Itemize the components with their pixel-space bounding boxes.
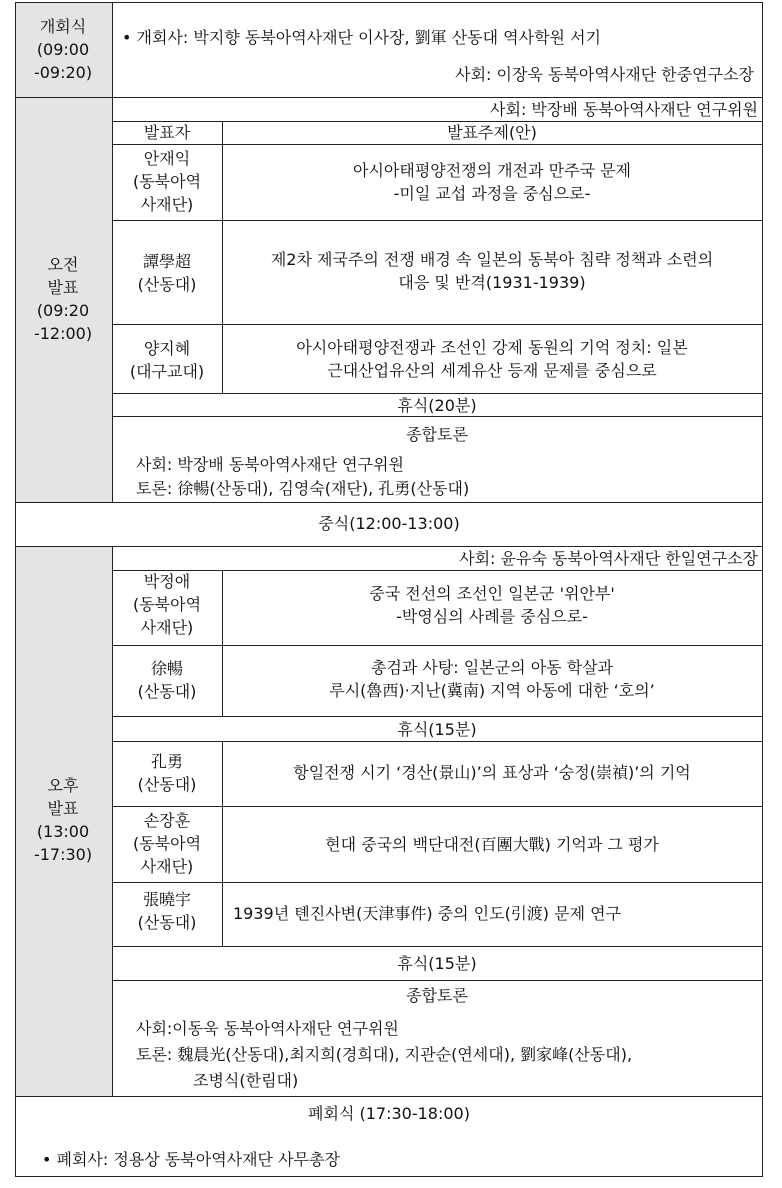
opening-address: • 개회사: 박지향 동북아역사재단 이사장, 劉軍 산동대 역사학원 서기 — [122, 28, 602, 47]
topic-cell: 항일전쟁 시기 ‘경산(景山)’의 표상과 ‘숭정(崇禎)’의 기억 — [293, 763, 691, 782]
morning-label: 오전 발표 (09:20 -12:00) — [33, 255, 93, 343]
topic-cell: 아시아태평양전쟁의 개전과 만주국 문제 -미일 교섭 과정을 중심으로- — [352, 161, 632, 203]
rule — [112, 946, 763, 947]
rule — [112, 741, 763, 742]
morning-discussion-panel: 토론: 徐暢(산동대), 김영숙(재단), 孔勇(산동대) — [136, 479, 470, 498]
opening-moderator: 사회: 이장욱 동북아역사재단 한중연구소장 — [455, 65, 754, 84]
topic-cell: 아시아태평양전쟁과 조선인 강제 동원의 기억 정치: 일본 근대산업유산의 세계유산 등재 문제를 중심으로 — [296, 338, 688, 380]
topic-cell: 제2차 제국주의 전쟁 배경 속 일본의 동북아 침략 정책과 소련의 대응 및 반격(1931-1939) — [270, 250, 714, 292]
presenter-cell: 손장훈 (동북아역 사재단) — [132, 811, 202, 876]
presenter-cell: 양지혜 (대구교대) — [129, 339, 205, 381]
afternoon-label: 오후 발표 (13:00 -17:30) — [33, 776, 93, 864]
lunch-break: 중식(12:00-13:00) — [318, 514, 460, 533]
morning-discussion-title: 종합토론 — [406, 425, 468, 444]
rule — [112, 980, 763, 981]
afternoon-discussion-panel-cont: 조병식(한림대) — [193, 1071, 299, 1090]
rule — [112, 121, 763, 122]
rule — [112, 546, 113, 1096]
rule — [15, 1176, 763, 1177]
presenter-cell: 譚學超 (산동대) — [137, 252, 197, 294]
opening-label: 개회식 (09:00 -09:20) — [33, 17, 93, 82]
rule — [112, 220, 763, 221]
presenter-cell: 張曉宇 (산동대) — [137, 890, 197, 932]
rule — [112, 570, 763, 571]
rule — [762, 2, 763, 1177]
presenter-cell: 안재익 (동북아역 사재단) — [132, 149, 202, 214]
rule — [222, 121, 223, 393]
rule — [222, 741, 223, 946]
presenter-cell: 孔勇 (산동대) — [137, 752, 197, 794]
afternoon-discussion-panel: 토론: 魏晨光(산동대),최지희(경희대), 지관순(연세대), 劉家峰(산동대), — [136, 1045, 633, 1064]
rule — [112, 806, 763, 807]
rule — [112, 324, 763, 325]
closing-title: 폐회식 (17:30-18:00) — [308, 1104, 470, 1123]
rule — [15, 502, 763, 503]
rule — [222, 570, 223, 716]
topic-cell: 중국 전선의 조선인 일본군 '위안부' -박영심의 사례를 중심으로- — [369, 584, 615, 626]
rule — [112, 144, 763, 145]
rule — [112, 645, 763, 646]
rule — [112, 882, 763, 883]
afternoon-break-1: 휴식(15분) — [397, 720, 477, 739]
topic-cell: 총검과 사탕: 일본군의 아동 학살과 루시(魯西)·지난(冀南) 지역 아동에 대한 ‘호의’ — [329, 658, 655, 700]
rule — [15, 2, 763, 3]
topic-cell: 현대 중국의 백단대전(百團大戰) 기억과 그 평가 — [325, 835, 659, 854]
morning-moderator: 사회: 박장배 동북아역사재단 연구위원 — [490, 100, 758, 119]
rule — [15, 2, 16, 1177]
presenter-column-header: 발표자 — [143, 123, 191, 142]
afternoon-discussion-moderator: 사회:이동욱 동북아역사재단 연구위원 — [136, 1019, 399, 1038]
topic-column-header: 발표주제(안) — [447, 123, 537, 142]
afternoon-moderator: 사회: 윤유숙 동북아역사재단 한일연구소장 — [459, 549, 758, 568]
rule — [15, 1096, 763, 1097]
morning-discussion-moderator: 사회: 박장배 동북아역사재단 연구위원 — [136, 455, 404, 474]
afternoon-break-2: 휴식(15분) — [397, 954, 477, 973]
presenter-cell: 박정애 (동북아역 사재단) — [132, 572, 202, 637]
afternoon-discussion-title: 종합토론 — [406, 986, 468, 1005]
rule — [112, 2, 113, 502]
morning-break: 휴식(20분) — [397, 396, 477, 415]
presenter-cell: 徐暢 (산동대) — [137, 659, 197, 701]
rule — [112, 716, 763, 717]
topic-cell: 1939년 톈진사변(天津事件) 중의 인도(引渡) 문제 연구 — [233, 904, 622, 923]
closing-address: • 폐회사: 정용상 동북아역사재단 사무총장 — [42, 1150, 340, 1169]
